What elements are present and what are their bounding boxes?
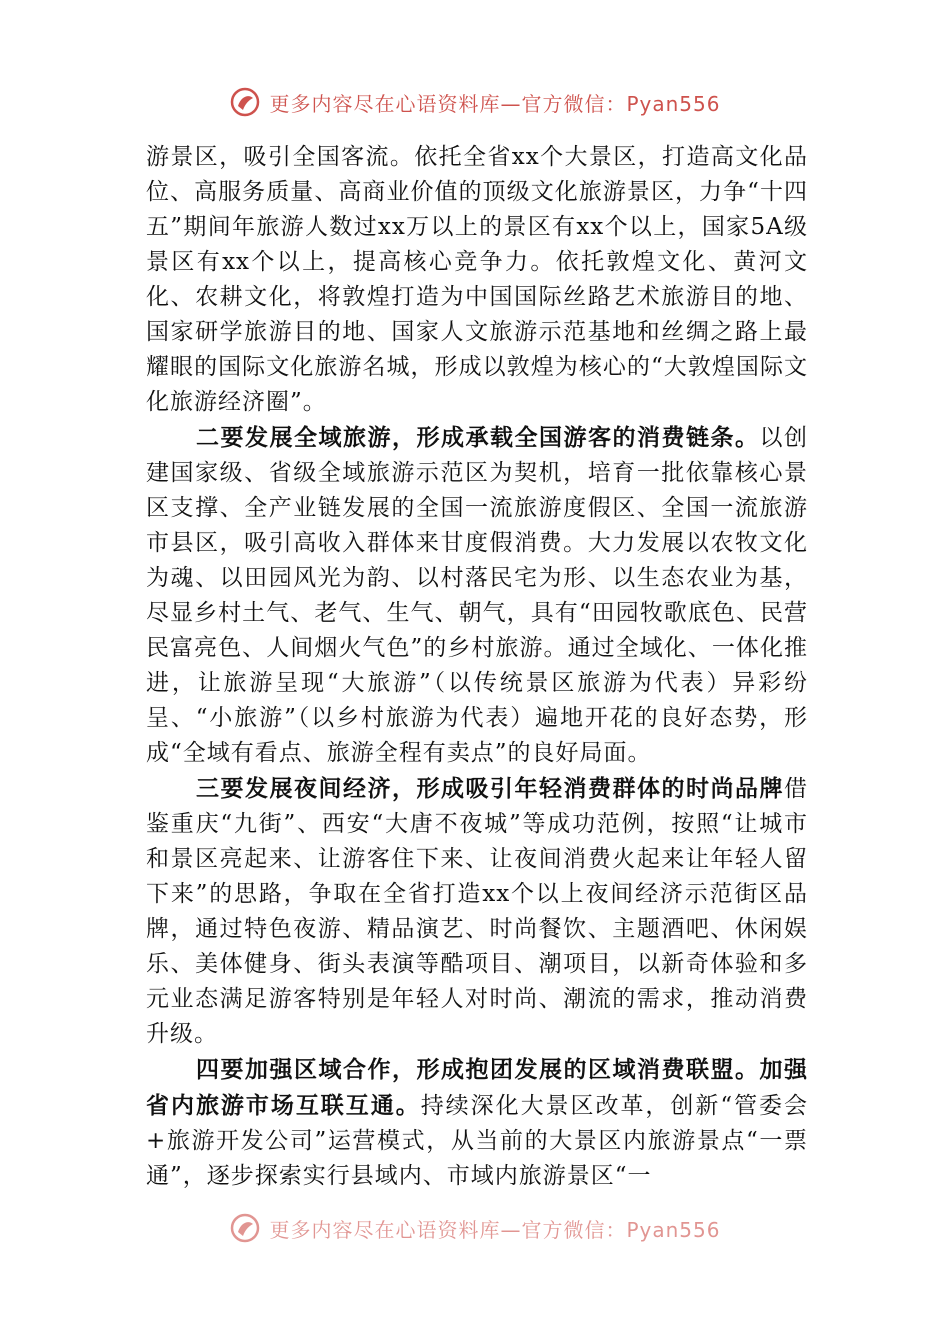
footer-watermark [0,1212,950,1244]
paragraph-3-body: 借鉴重庆“九街”、西安“大唐不夜城”等成功范例，按照“让城市和景区亮起来、让游客住下来、让夜间消费火起来让年轻人留下来”的思路，争取在全省打造xx个以上夜间经济示范街区品牌，通过特色夜游、精品演艺、时尚餐饮、主题酒吧、休闲娱乐、美体健身、街头表演等酷项目、潮项目，以新奇体验和多元业态满足游客特别是年轻人对时尚、潮流的需求，推动消费升级。 [146,776,808,1047]
paragraph-3-lead: 三要发展夜间经济，形成吸引年轻消费群体的时尚品牌 [196,775,784,802]
paragraph-1 [146,140,808,420]
paragraph-1-body: 游景区，吸引全国客流。依托全省xx个大景区，打造高文化品位、高服务质量、高商业价值的顶级文化旅游景区，力争“十四五”期间年旅游人数过xx万以上的景区有xx个以上，国家5A级景区有xx个以上，提高核心竞争力。依托敦煌文化、黄河文化、农耕文化，将敦煌打造为中国国际丝路艺术旅游目的地、国家研学旅游目的地、国家人文旅游示范基地和丝绸之路上最耀眼的国际文化旅游名城，形成以敦煌为核心的“大敦煌国际文化旅游经济圈”。 [146,144,808,415]
watermark-text: 更多内容尽在心语资料库—官方微信：Pyan556 [269,1217,721,1242]
paragraph-2-body: 以创建国家级、省级全域旅游示范区为契机，培育一批依靠核心景区支撑、全产业链发展的全国一流旅游度假区、全国一流旅游市县区，吸引高收入群体来甘度假消费。大力发展以农牧文化为魂、以田园风光为韵、以村落民宅为形、以生态农业为基，尽显乡村土气、老气、生气、朝气，具有“田园牧歌底色、民营民富亮色、人间烟火气色”的乡村旅游。通过全域化、一体化推进，让旅游呈现“大旅游”（以传统景区旅游为代表）异彩纷呈、“小旅游”（以乡村旅游为代表）遍地开花的良好态势，形成“全域有看点、旅游全程有卖点”的良好局面。 [146,425,808,766]
paragraph-4-body: 持续深化大景区改革，创新“管委会+旅游开发公司”运营模式，从当前的大景区内旅游景点“一票通”，逐步探索实行县域内、市域内旅游景区“一 [146,1093,809,1189]
paragraph-2-lead: 二要发展全域旅游，形成承载全国游客的消费链条。 [196,424,760,451]
paragraph-3 [146,771,808,1052]
paragraph-4-lead: 四要加强区域合作，形成抱团发展的区域消费联盟。加强省内旅游市场互联互通。 [146,1056,808,1119]
watermark-text: 更多内容尽在心语资料库—官方微信：Pyan556 [269,91,721,116]
brand-logo-icon [229,1212,261,1244]
document-body [146,140,808,1194]
paragraph-4 [146,1052,808,1194]
paragraph-2 [146,420,808,771]
